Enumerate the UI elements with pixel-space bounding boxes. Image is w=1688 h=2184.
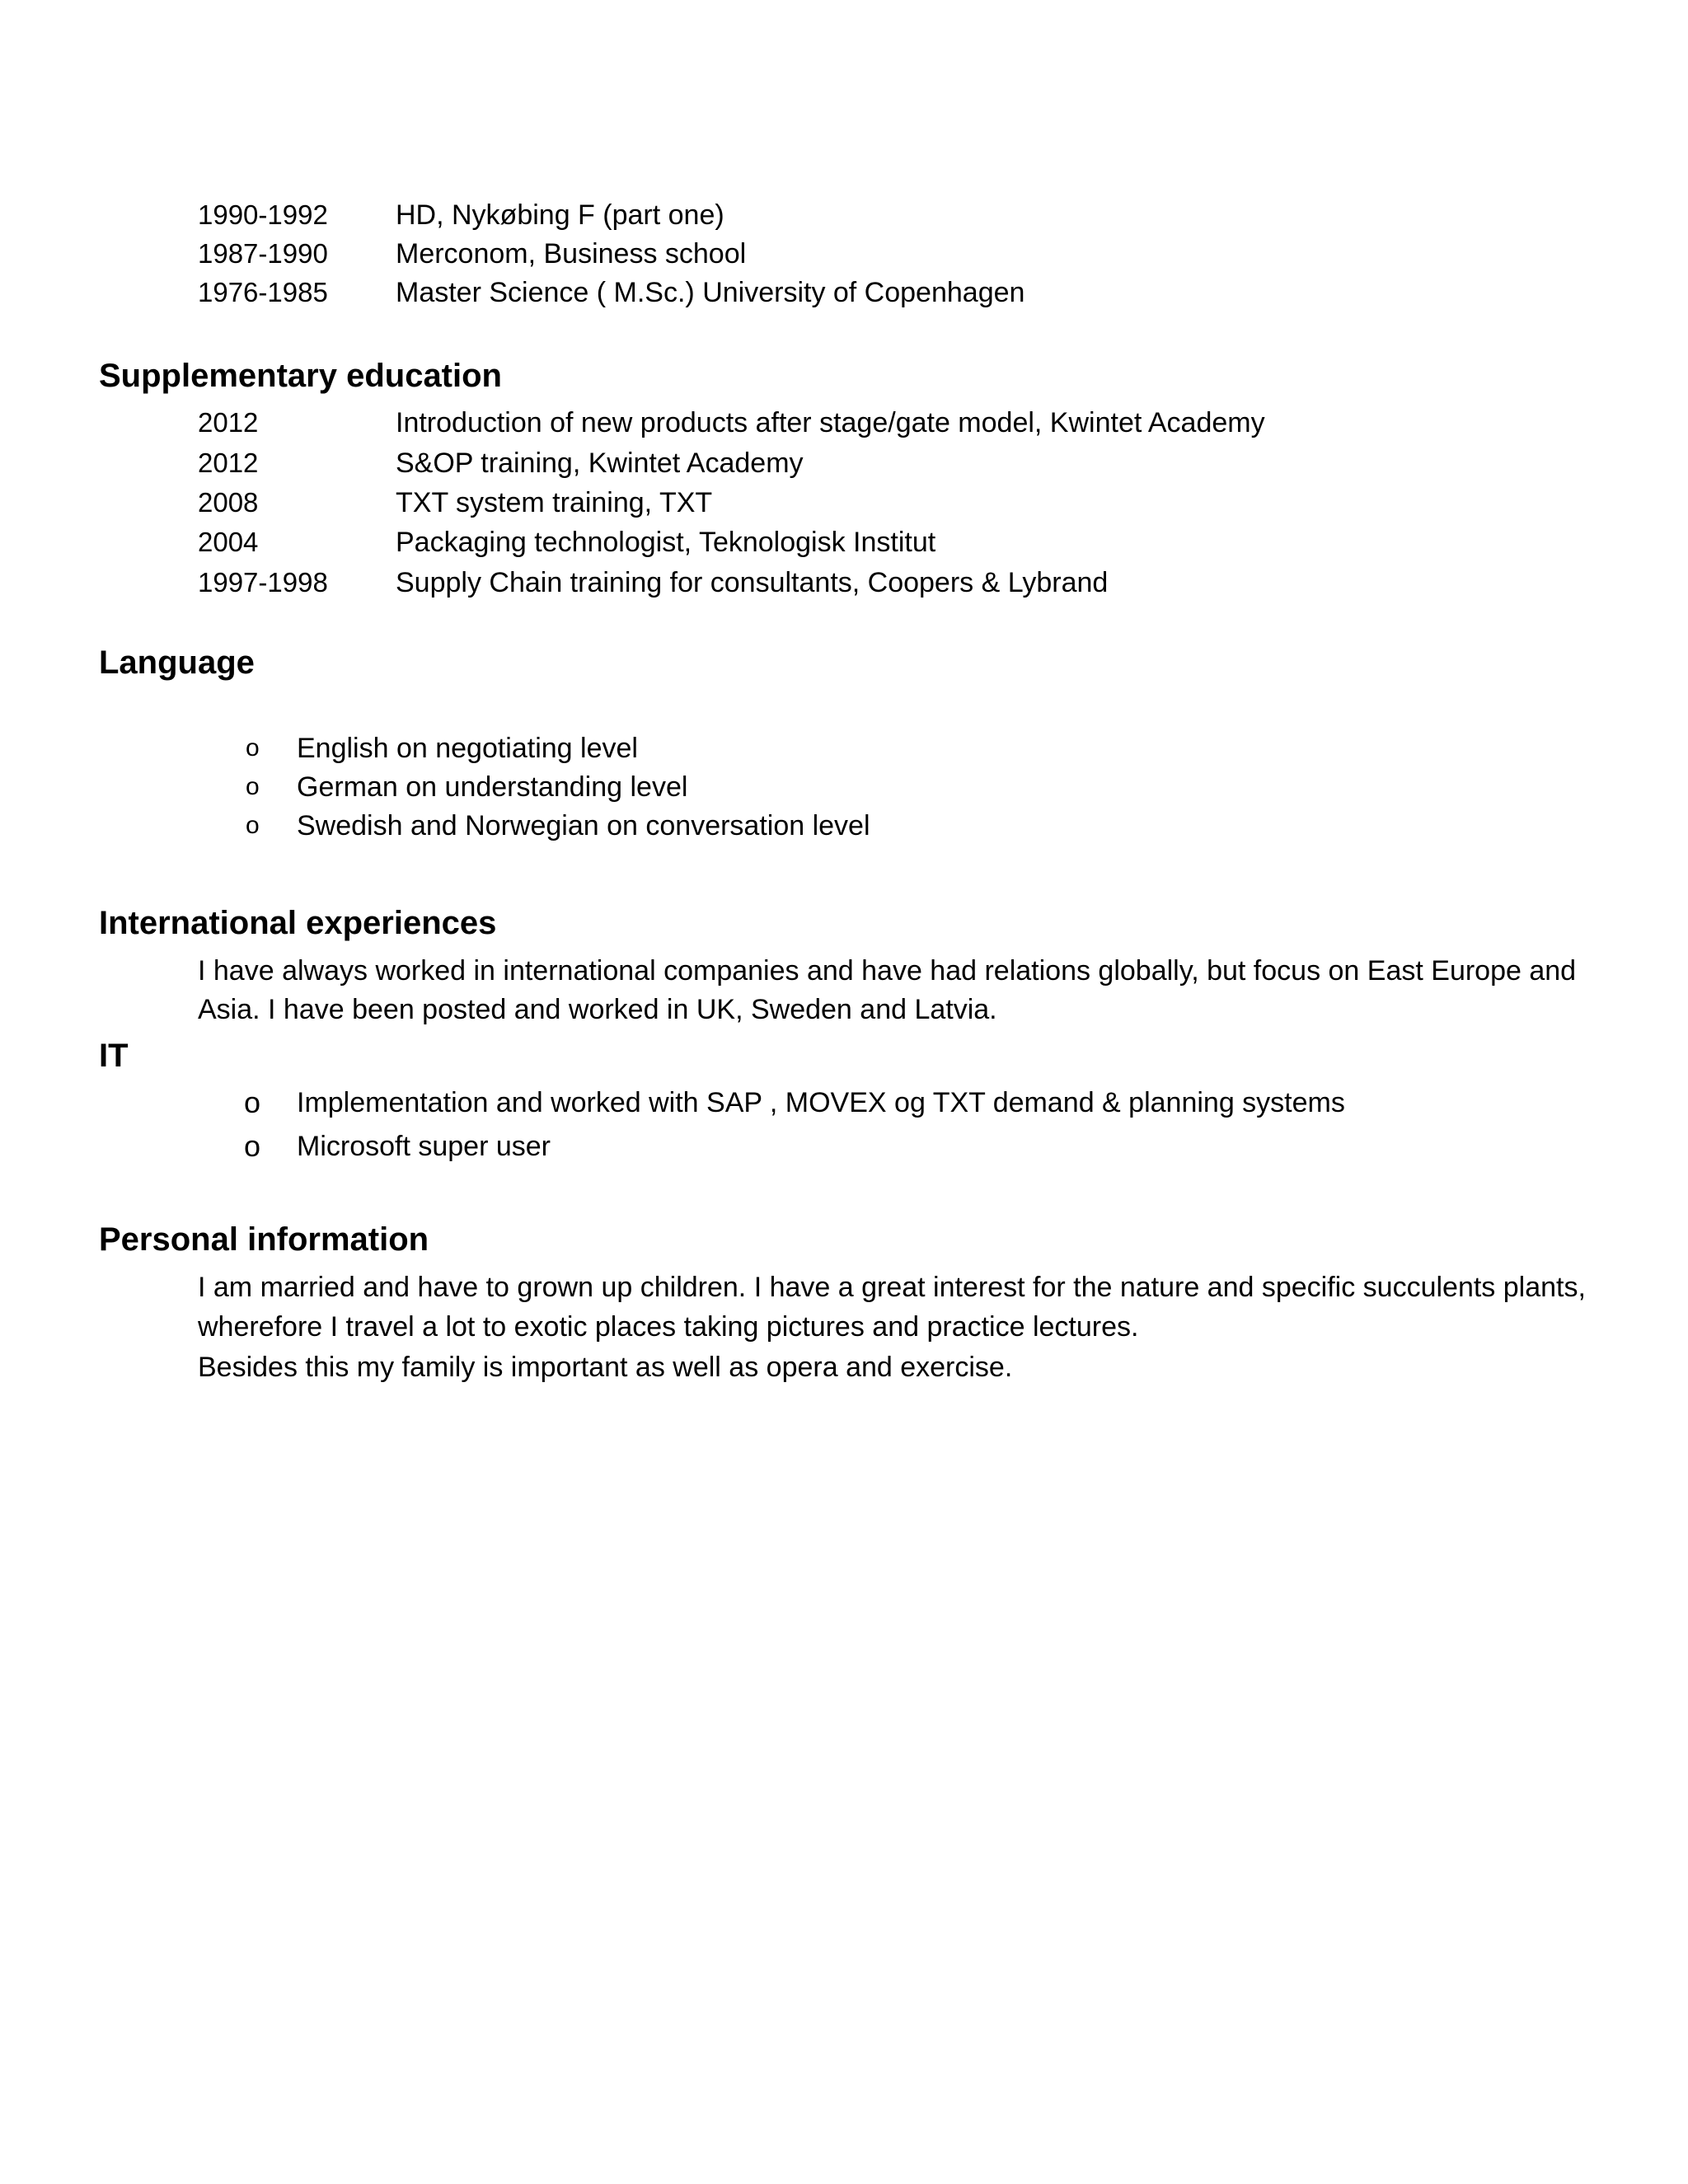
bullet-icon: o <box>246 812 260 839</box>
supplementary-text: Packaging technologist, Teknologisk Institut <box>396 527 936 558</box>
education-years: 1976-1985 <box>198 277 328 307</box>
bullet-icon: o <box>246 773 260 800</box>
language-item-text: English on negotiating level <box>297 733 638 764</box>
it-heading: IT <box>99 1038 129 1074</box>
education-text: Merconom, Business school <box>396 238 747 269</box>
education-text: Master Science ( M.Sc.) University of Copenhagen <box>396 277 1025 308</box>
supplementary-text: Supply Chain training for consultants, Coopers & Lybrand <box>396 567 1109 598</box>
it-item-text: Microsoft super user <box>297 1131 551 1162</box>
personal-line: Besides this my family is important as well as opera and exercise. <box>198 1352 1013 1383</box>
education-years: 1987-1990 <box>198 238 328 269</box>
international-heading: International experiences <box>99 905 497 941</box>
bullet-icon: o <box>246 734 260 762</box>
bullet-icon: o <box>244 1085 261 1119</box>
international-line: I have always worked in international companies and have had relations globally, but focus on East Europe and <box>198 955 1577 987</box>
personal-heading: Personal information <box>99 1221 429 1258</box>
supplementary-text: Introduction of new products after stage/gate model, Kwintet Academy <box>396 407 1265 438</box>
education-text: HD, Nykøbing F (part one) <box>396 199 724 231</box>
personal-line: I am married and have to grown up children. I have a great interest for the nature and specific succulents plants, <box>198 1272 1586 1303</box>
supplementary-text: S&OP training, Kwintet Academy <box>396 448 804 479</box>
international-line: Asia. I have been posted and worked in UK, Sweden and Latvia. <box>198 994 997 1025</box>
supplementary-years: 2004 <box>198 527 259 557</box>
supplementary-text: TXT system training, TXT <box>396 487 713 518</box>
supplementary-years: 2012 <box>198 407 259 438</box>
language-heading: Language <box>99 644 255 681</box>
language-item-text: German on understanding level <box>297 771 688 803</box>
supplementary-years: 2008 <box>198 487 259 518</box>
supplementary-years: 2012 <box>198 448 259 478</box>
education-years: 1990-1992 <box>198 199 328 230</box>
personal-line: wherefore I travel a lot to exotic places taking pictures and practice lectures. <box>198 1311 1139 1343</box>
supplementary-heading: Supplementary education <box>99 358 502 394</box>
language-item-text: Swedish and Norwegian on conversation level <box>297 810 870 841</box>
bullet-icon: o <box>244 1129 261 1163</box>
it-item-text: Implementation and worked with SAP , MOVEX og TXT demand & planning systems <box>297 1087 1345 1118</box>
supplementary-years: 1997-1998 <box>198 567 328 598</box>
